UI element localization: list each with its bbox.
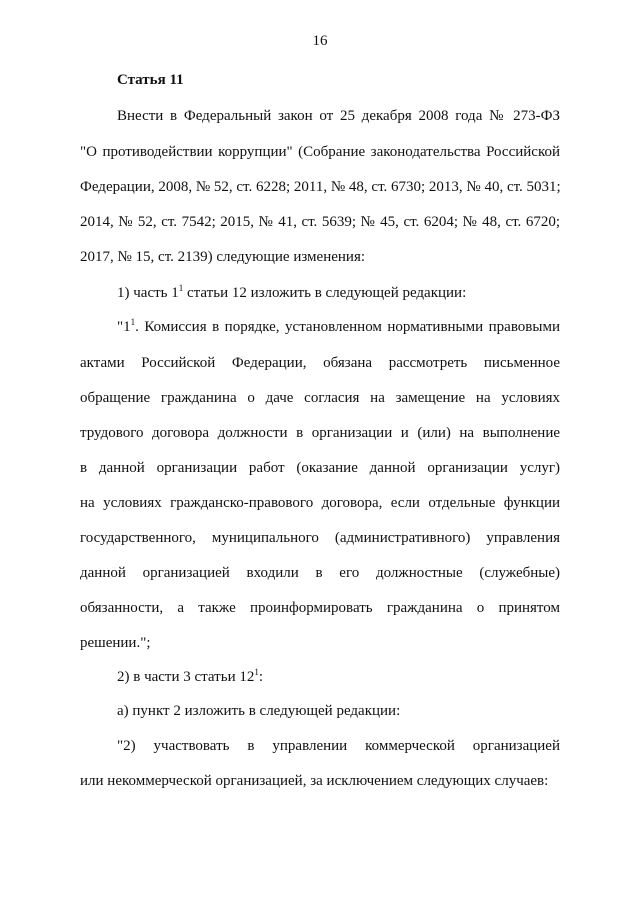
item-1-line xyxy=(117,284,560,302)
item-2-line xyxy=(117,668,560,686)
quote-line: в данной организации работ (оказание данной организации услуг) xyxy=(80,460,560,476)
quote-post: . Комиссия в порядке, установленном нормативными правовыми xyxy=(135,319,560,335)
quote-line: государственного, муниципального (административного) управления xyxy=(80,530,560,546)
text-line: Внести в Федеральный закон от 25 декабря 2008 года № 273-ФЗ xyxy=(117,108,560,124)
quote-sup: 1 xyxy=(130,317,136,327)
item-2-quote-line: "2) участвовать в управлении коммерческой организацией xyxy=(117,738,560,754)
quote-pre: "1 xyxy=(117,319,131,335)
text-line: 2017, № 15, ст. 2139) следующие изменения: xyxy=(80,249,366,265)
quote-line: обращение гражданина о даче согласия на замещение на условиях xyxy=(80,390,560,406)
quote-first-line xyxy=(117,318,560,336)
article-title: Статья 11 xyxy=(117,72,184,88)
quote-line: решении."; xyxy=(80,635,151,651)
quote-line: обязанности, а также проинформировать гражданина о принятом xyxy=(80,600,560,616)
item-2-quote-line: или некоммерческой организацией, за исключением следующих случаев: xyxy=(80,773,549,789)
item-2-sup: 1 xyxy=(254,667,259,677)
item-2-pre: 2) в части 3 статьи 12 xyxy=(117,669,255,685)
quote-line: на условиях гражданско-правового договора, если отдельные функции xyxy=(80,495,560,511)
text-line: 2014, № 52, ст. 7542; 2015, № 41, ст. 5639; № 45, ст. 6204; № 48, ст. 6720; xyxy=(80,214,560,230)
item-2-post: : xyxy=(258,669,264,685)
text-line: Федерации, 2008, № 52, ст. 6228; 2011, № 48, ст. 6730; 2013, № 40, ст. 5031; xyxy=(80,179,561,195)
quote-line: актами Российской Федерации, обязана рассмотреть письменное xyxy=(80,355,560,371)
item-1-post: статьи 12 изложить в следующей редакции: xyxy=(183,285,467,301)
page-number: 16 xyxy=(312,33,328,49)
quote-line: трудового договора должности в организации и (или) на выполнение xyxy=(80,425,560,441)
item-2a-line: а) пункт 2 изложить в следующей редакции: xyxy=(117,703,401,719)
item-1-pre: 1) часть 1 xyxy=(117,285,179,301)
text-line: "О противодействии коррупции" (Собрание законодательства Российской xyxy=(80,144,560,160)
quote-line: данной организацией входили в его должностные (служебные) xyxy=(80,565,560,581)
item-1-sup: 1 xyxy=(178,283,184,293)
